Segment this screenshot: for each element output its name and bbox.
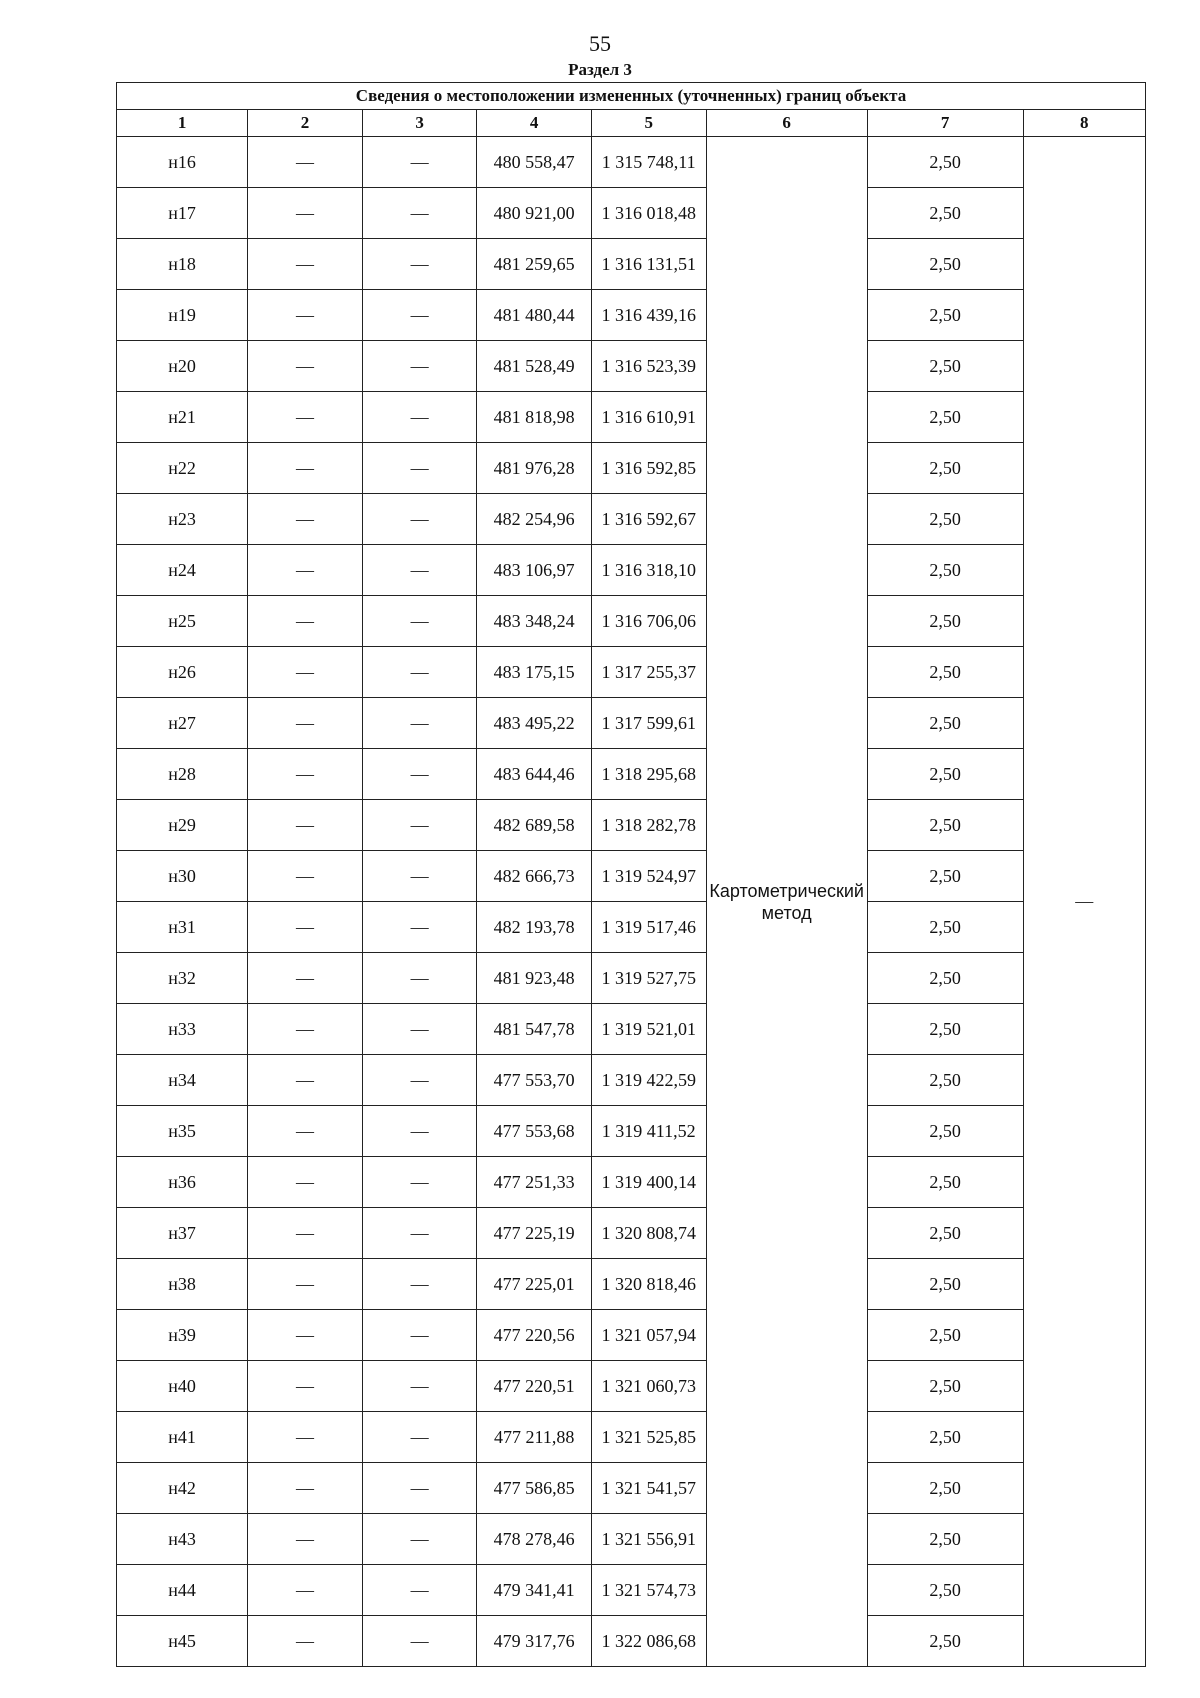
col2-dash-cell: — [248,239,363,290]
table-row [117,1616,1146,1667]
col3-dash-cell: — [362,1616,477,1667]
y-coordinate-cell: 1 316 592,67 [591,494,706,545]
table-row [117,1157,1146,1208]
table-row [117,1208,1146,1259]
point-name-cell: н30 [117,851,248,902]
x-coordinate-cell: 482 193,78 [477,902,592,953]
x-coordinate-cell: 482 689,58 [477,800,592,851]
col2-dash-cell: — [248,188,363,239]
y-coordinate-cell: 1 316 131,51 [591,239,706,290]
col3-dash-cell: — [362,1208,477,1259]
point-name-cell: н21 [117,392,248,443]
accuracy-cell: 2,50 [867,698,1023,749]
column-header-6: 6 [706,110,867,137]
table-row [117,1463,1146,1514]
x-coordinate-cell: 477 251,33 [477,1157,592,1208]
column-header-1: 1 [117,110,248,137]
point-name-cell: н33 [117,1004,248,1055]
col2-dash-cell: — [248,1259,363,1310]
y-coordinate-cell: 1 321 574,73 [591,1565,706,1616]
col2-dash-cell: — [248,137,363,188]
column-header-3: 3 [362,110,477,137]
point-name-cell: н16 [117,137,248,188]
x-coordinate-cell: 477 553,70 [477,1055,592,1106]
point-name-cell: н17 [117,188,248,239]
col2-dash-cell: — [248,1310,363,1361]
col2-dash-cell: — [248,1157,363,1208]
col3-dash-cell: — [362,443,477,494]
table-row [117,902,1146,953]
col2-dash-cell: — [248,1514,363,1565]
y-coordinate-cell: 1 318 295,68 [591,749,706,800]
point-name-cell: н25 [117,596,248,647]
col3-dash-cell: — [362,647,477,698]
accuracy-cell: 2,50 [867,239,1023,290]
point-name-cell: н32 [117,953,248,1004]
point-name-cell: н19 [117,290,248,341]
col2-dash-cell: — [248,1463,363,1514]
point-name-cell: н40 [117,1361,248,1412]
table-row [117,443,1146,494]
col2-dash-cell: — [248,1361,363,1412]
col2-dash-cell: — [248,443,363,494]
point-name-cell: н36 [117,1157,248,1208]
col3-dash-cell: — [362,1463,477,1514]
point-name-cell: н20 [117,341,248,392]
y-coordinate-cell: 1 317 255,37 [591,647,706,698]
accuracy-cell: 2,50 [867,596,1023,647]
table-row [117,953,1146,1004]
page-number: 55 [589,31,611,56]
accuracy-cell: 2,50 [867,749,1023,800]
y-coordinate-cell: 1 319 521,01 [591,1004,706,1055]
col8-merged-cell: — [1023,137,1145,1667]
accuracy-cell: 2,50 [867,1208,1023,1259]
accuracy-cell: 2,50 [867,1463,1023,1514]
table-row [117,1004,1146,1055]
table-row [117,545,1146,596]
accuracy-cell: 2,50 [867,1514,1023,1565]
table-row [117,1361,1146,1412]
x-coordinate-cell: 481 547,78 [477,1004,592,1055]
accuracy-cell: 2,50 [867,1412,1023,1463]
column-header-7: 7 [867,110,1023,137]
col3-dash-cell: — [362,1004,477,1055]
x-coordinate-cell: 481 976,28 [477,443,592,494]
col3-dash-cell: — [362,392,477,443]
point-name-cell: н23 [117,494,248,545]
accuracy-cell: 2,50 [867,1106,1023,1157]
table-row [117,800,1146,851]
table-row [117,290,1146,341]
col2-dash-cell: — [248,290,363,341]
col2-dash-cell: — [248,1106,363,1157]
y-coordinate-cell: 1 321 057,94 [591,1310,706,1361]
x-coordinate-cell: 483 348,24 [477,596,592,647]
y-coordinate-cell: 1 316 018,48 [591,188,706,239]
y-coordinate-cell: 1 316 610,91 [591,392,706,443]
x-coordinate-cell: 479 317,76 [477,1616,592,1667]
col3-dash-cell: — [362,698,477,749]
table-caption: Сведения о местоположении измененных (уточненных) границ объекта [117,83,1146,110]
accuracy-cell: 2,50 [867,851,1023,902]
point-name-cell: н26 [117,647,248,698]
x-coordinate-cell: 482 254,96 [477,494,592,545]
col3-dash-cell: — [362,1055,477,1106]
accuracy-cell: 2,50 [867,494,1023,545]
col2-dash-cell: — [248,698,363,749]
table-row [117,137,1146,188]
y-coordinate-cell: 1 321 541,57 [591,1463,706,1514]
x-coordinate-cell: 477 211,88 [477,1412,592,1463]
col3-dash-cell: — [362,1106,477,1157]
col2-dash-cell: — [248,1208,363,1259]
x-coordinate-cell: 483 106,97 [477,545,592,596]
col2-dash-cell: — [248,545,363,596]
col3-dash-cell: — [362,188,477,239]
table-body [117,137,1146,1667]
point-name-cell: н39 [117,1310,248,1361]
x-coordinate-cell: 477 225,19 [477,1208,592,1259]
y-coordinate-cell: 1 319 524,97 [591,851,706,902]
col3-dash-cell: — [362,239,477,290]
y-coordinate-cell: 1 321 060,73 [591,1361,706,1412]
point-name-cell: н18 [117,239,248,290]
table-header-row [117,110,1146,137]
accuracy-cell: 2,50 [867,800,1023,851]
accuracy-cell: 2,50 [867,1361,1023,1412]
accuracy-cell: 2,50 [867,1310,1023,1361]
accuracy-cell: 2,50 [867,1055,1023,1106]
section-title: Раздел 3 [568,60,632,79]
col2-dash-cell: — [248,800,363,851]
table-row [117,1565,1146,1616]
col3-dash-cell: — [362,749,477,800]
col2-dash-cell: — [248,341,363,392]
accuracy-cell: 2,50 [867,953,1023,1004]
accuracy-cell: 2,50 [867,290,1023,341]
y-coordinate-cell: 1 316 523,39 [591,341,706,392]
y-coordinate-cell: 1 319 517,46 [591,902,706,953]
y-coordinate-cell: 1 322 086,68 [591,1616,706,1667]
col3-dash-cell: — [362,1412,477,1463]
y-coordinate-cell: 1 321 556,91 [591,1514,706,1565]
point-name-cell: н43 [117,1514,248,1565]
method-cell: Картометрический метод [706,137,867,1667]
y-coordinate-cell: 1 319 411,52 [591,1106,706,1157]
accuracy-cell: 2,50 [867,443,1023,494]
col3-dash-cell: — [362,341,477,392]
table-row [117,1055,1146,1106]
col3-dash-cell: — [362,290,477,341]
y-coordinate-cell: 1 320 808,74 [591,1208,706,1259]
x-coordinate-cell: 481 923,48 [477,953,592,1004]
x-coordinate-cell: 478 278,46 [477,1514,592,1565]
col2-dash-cell: — [248,902,363,953]
column-header-4: 4 [477,110,592,137]
point-name-cell: н34 [117,1055,248,1106]
col3-dash-cell: — [362,953,477,1004]
table-row [117,188,1146,239]
col2-dash-cell: — [248,1565,363,1616]
point-name-cell: н38 [117,1259,248,1310]
column-header-8: 8 [1023,110,1145,137]
y-coordinate-cell: 1 321 525,85 [591,1412,706,1463]
y-coordinate-cell: 1 318 282,78 [591,800,706,851]
accuracy-cell: 2,50 [867,341,1023,392]
table-row [117,749,1146,800]
x-coordinate-cell: 480 921,00 [477,188,592,239]
col3-dash-cell: — [362,545,477,596]
accuracy-cell: 2,50 [867,647,1023,698]
accuracy-cell: 2,50 [867,1259,1023,1310]
coordinates-table [116,82,1146,1667]
column-header-2: 2 [248,110,363,137]
point-name-cell: н28 [117,749,248,800]
col2-dash-cell: — [248,749,363,800]
y-coordinate-cell: 1 316 706,06 [591,596,706,647]
col3-dash-cell: — [362,902,477,953]
col3-dash-cell: — [362,1361,477,1412]
table-row [117,851,1146,902]
col3-dash-cell: — [362,1514,477,1565]
point-name-cell: н45 [117,1616,248,1667]
y-coordinate-cell: 1 316 439,16 [591,290,706,341]
col2-dash-cell: — [248,851,363,902]
col3-dash-cell: — [362,137,477,188]
point-name-cell: н31 [117,902,248,953]
table-row [117,596,1146,647]
col3-dash-cell: — [362,1157,477,1208]
x-coordinate-cell: 480 558,47 [477,137,592,188]
col2-dash-cell: — [248,596,363,647]
accuracy-cell: 2,50 [867,392,1023,443]
table-row [117,1412,1146,1463]
col2-dash-cell: — [248,392,363,443]
table-row [117,1514,1146,1565]
table-row [117,647,1146,698]
y-coordinate-cell: 1 320 818,46 [591,1259,706,1310]
accuracy-cell: 2,50 [867,1004,1023,1055]
col3-dash-cell: — [362,1565,477,1616]
table-row [117,1259,1146,1310]
y-coordinate-cell: 1 316 592,85 [591,443,706,494]
y-coordinate-cell: 1 315 748,11 [591,137,706,188]
y-coordinate-cell: 1 319 400,14 [591,1157,706,1208]
x-coordinate-cell: 483 644,46 [477,749,592,800]
accuracy-cell: 2,50 [867,1157,1023,1208]
x-coordinate-cell: 482 666,73 [477,851,592,902]
point-name-cell: н41 [117,1412,248,1463]
point-name-cell: н29 [117,800,248,851]
y-coordinate-cell: 1 316 318,10 [591,545,706,596]
col2-dash-cell: — [248,1055,363,1106]
table-row [117,341,1146,392]
x-coordinate-cell: 481 528,49 [477,341,592,392]
y-coordinate-cell: 1 319 527,75 [591,953,706,1004]
y-coordinate-cell: 1 319 422,59 [591,1055,706,1106]
table-row [117,392,1146,443]
table-row [117,1106,1146,1157]
point-name-cell: н22 [117,443,248,494]
column-header-5: 5 [591,110,706,137]
col3-dash-cell: — [362,1259,477,1310]
col3-dash-cell: — [362,1310,477,1361]
point-name-cell: н42 [117,1463,248,1514]
x-coordinate-cell: 483 495,22 [477,698,592,749]
accuracy-cell: 2,50 [867,188,1023,239]
col3-dash-cell: — [362,494,477,545]
x-coordinate-cell: 481 480,44 [477,290,592,341]
table-row [117,698,1146,749]
point-name-cell: н44 [117,1565,248,1616]
x-coordinate-cell: 483 175,15 [477,647,592,698]
accuracy-cell: 2,50 [867,902,1023,953]
table-row [117,1310,1146,1361]
table-row [117,239,1146,290]
accuracy-cell: 2,50 [867,545,1023,596]
x-coordinate-cell: 477 586,85 [477,1463,592,1514]
col3-dash-cell: — [362,596,477,647]
col2-dash-cell: — [248,494,363,545]
accuracy-cell: 2,50 [867,1565,1023,1616]
x-coordinate-cell: 481 818,98 [477,392,592,443]
x-coordinate-cell: 477 220,56 [477,1310,592,1361]
point-name-cell: н37 [117,1208,248,1259]
point-name-cell: н27 [117,698,248,749]
point-name-cell: н24 [117,545,248,596]
table-row [117,494,1146,545]
col3-dash-cell: — [362,851,477,902]
col2-dash-cell: — [248,953,363,1004]
x-coordinate-cell: 481 259,65 [477,239,592,290]
x-coordinate-cell: 477 225,01 [477,1259,592,1310]
y-coordinate-cell: 1 317 599,61 [591,698,706,749]
col2-dash-cell: — [248,1412,363,1463]
accuracy-cell: 2,50 [867,1616,1023,1667]
col2-dash-cell: — [248,1616,363,1667]
x-coordinate-cell: 477 553,68 [477,1106,592,1157]
accuracy-cell: 2,50 [867,137,1023,188]
col2-dash-cell: — [248,647,363,698]
col3-dash-cell: — [362,800,477,851]
x-coordinate-cell: 479 341,41 [477,1565,592,1616]
point-name-cell: н35 [117,1106,248,1157]
col2-dash-cell: — [248,1004,363,1055]
x-coordinate-cell: 477 220,51 [477,1361,592,1412]
